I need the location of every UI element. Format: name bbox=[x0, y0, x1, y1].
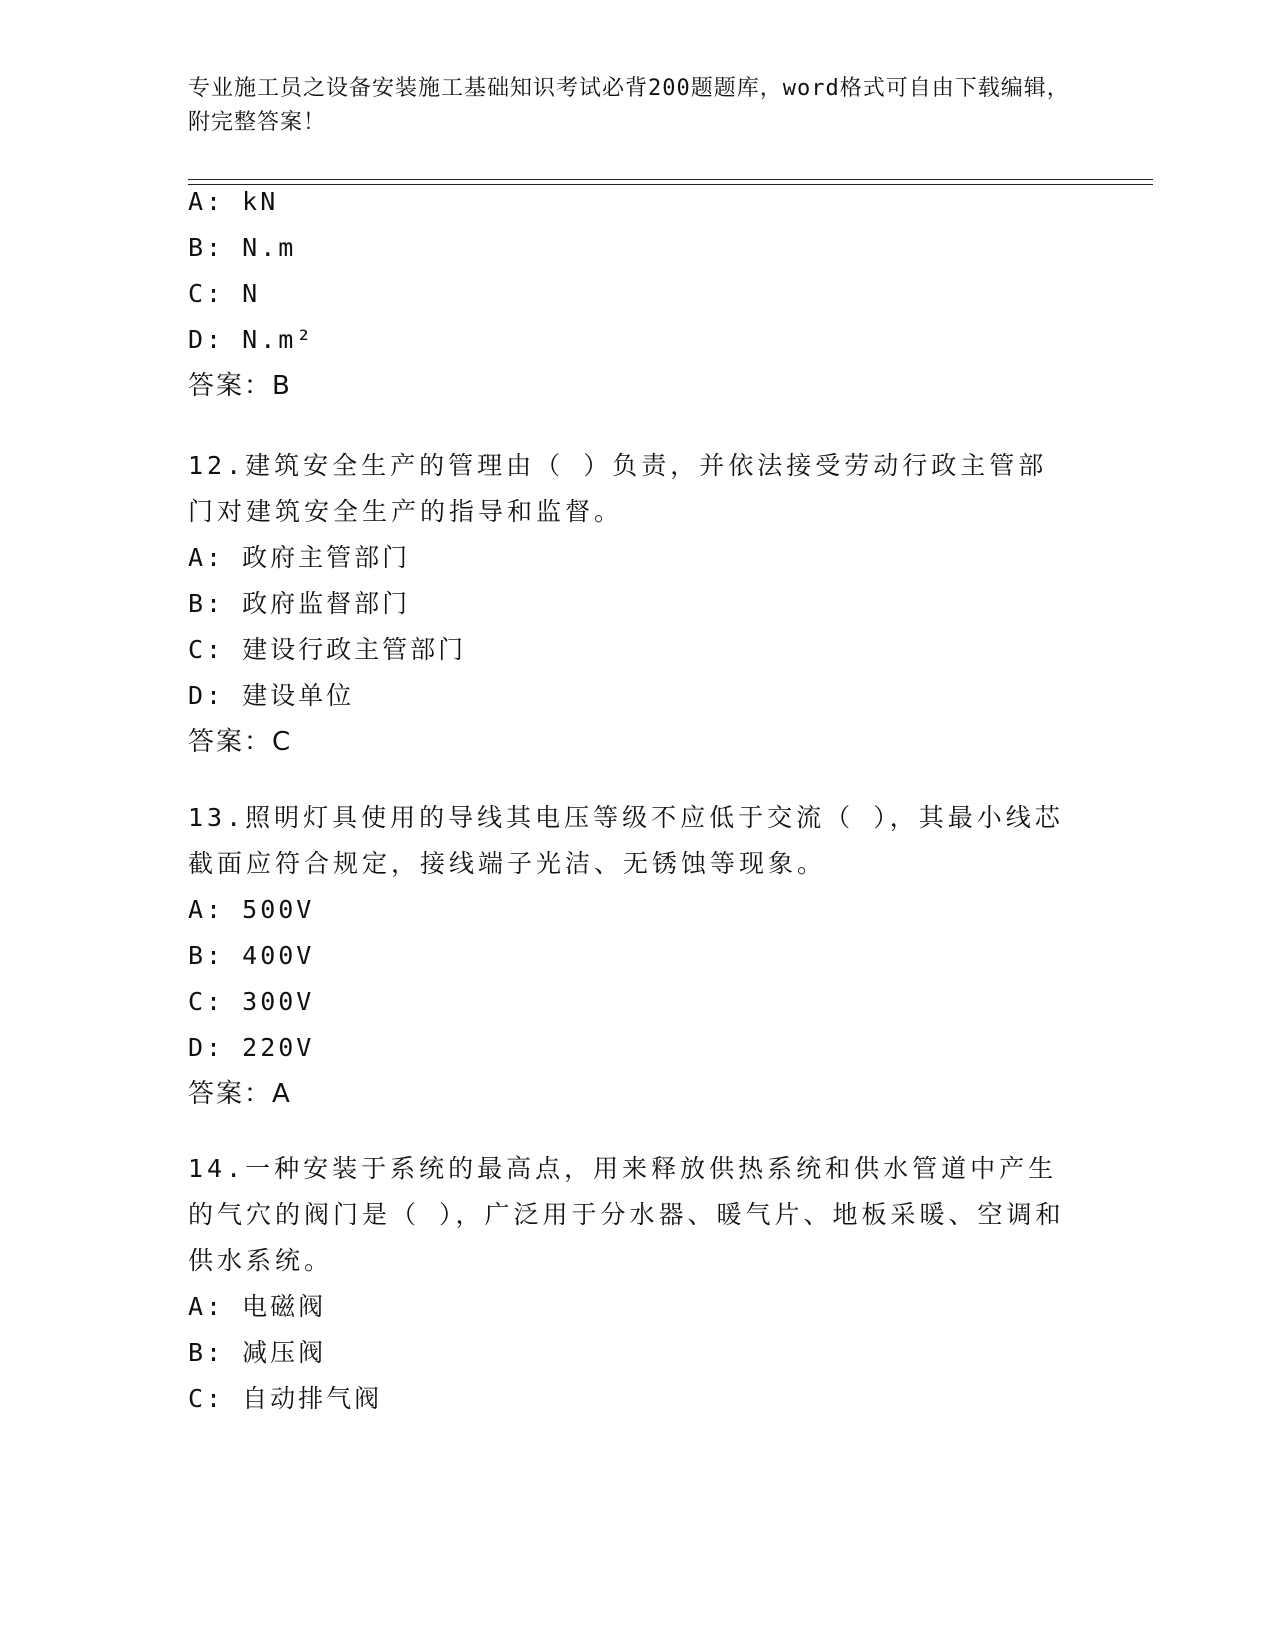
option-b: B: 政府监督部门 bbox=[188, 589, 411, 618]
option-d: D: N.m² bbox=[188, 325, 315, 354]
option-c: C: 建设行政主管部门 bbox=[188, 635, 467, 664]
option-d: D: 建设单位 bbox=[188, 681, 355, 710]
document-header: 专业施工员之设备安装施工基础知识考试必背200题题库，word格式可自由下载编辑，附完整答案！ bbox=[188, 76, 1070, 135]
answer: 答案：A bbox=[188, 1079, 292, 1109]
option-b: B: 减压阀 bbox=[188, 1338, 327, 1367]
option-c: C: 300V bbox=[188, 987, 315, 1016]
option-a: A: 电磁阀 bbox=[188, 1292, 327, 1321]
option-a: A: 500V bbox=[188, 895, 315, 924]
question-text: 12.建筑安全生产的管理由（ ）负责，并依法接受劳动行政主管部门对建筑安全生产的指导和监督。 bbox=[188, 451, 1048, 526]
option-c: C: N bbox=[188, 279, 261, 308]
question-11 bbox=[188, 179, 1068, 409]
question-12 bbox=[188, 443, 1068, 765]
question-text: 14.一种安装于系统的最高点，用来释放供热系统和供水管道中产生的气穴的阀门是（ ），广泛用于分水器、暖气片、地板采暖、空调和供水系统。 bbox=[188, 1154, 1065, 1275]
answer: 答案：B bbox=[188, 371, 292, 401]
answer: 答案：C bbox=[188, 727, 293, 757]
option-c: C: 自动排气阀 bbox=[188, 1384, 383, 1413]
question-14 bbox=[188, 1146, 1068, 1422]
option-d: D: 220V bbox=[188, 1033, 315, 1062]
option-b: B: 400V bbox=[188, 941, 315, 970]
question-text: 13.照明灯具使用的导线其电压等级不应低于交流（ ），其最小线芯截面应符合规定，接线端子光洁、无锈蚀等现象。 bbox=[188, 803, 1064, 878]
question-13 bbox=[188, 795, 1068, 1117]
option-a: A: kN bbox=[188, 187, 279, 216]
option-b: B: N.m bbox=[188, 233, 297, 262]
option-a: A: 政府主管部门 bbox=[188, 543, 411, 572]
